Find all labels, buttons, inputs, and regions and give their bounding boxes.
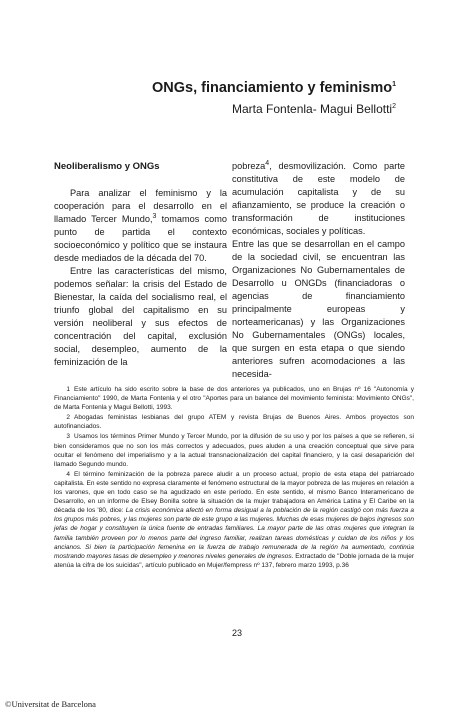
paragraph-2-text-b: pobreza (232, 161, 266, 171)
right-column (232, 160, 405, 381)
copyright-notice: ©Universitat de Barcelona (5, 699, 96, 709)
title-text: ONGs, financiamiento y feminismo (151, 80, 393, 96)
footnote-ref-4[interactable]: 4 (265, 159, 270, 167)
footnote-text: Abogadas feministas lesbianas del grupo ATEM y revista Brujas de Buenos Aires. Ambos proyectos son autofinanciados. (54, 414, 414, 431)
article-title (152, 80, 396, 96)
article-authors (152, 102, 396, 116)
title-footnote-ref[interactable]: 1 (392, 81, 396, 89)
footnote-number: 1 (66, 386, 70, 393)
paragraph-1-text-a: Para analizar el feminismo y la cooperación para el desarrollo en el llamado Tercer Mundo, (54, 188, 227, 224)
authors-text: Marta Fontenla- Magui Bellotti (232, 102, 393, 116)
paragraph-1-text-b: tomamos como punto de partida el contexto socioeconómico y político que se instaura desde mediados de la década del 70. (54, 214, 227, 263)
footnote-number: 2 (66, 414, 70, 422)
footnote-2 (54, 413, 414, 431)
footnote-text-a: El término feminización de la pobreza parece aludir a un proceso actual, propio de esta etapa del patriarcado capitalista. En este sentido no expresa claramente el fenómeno estructural de la mayor pobreza de las mujeres en relación a los varones, que en todo caso se ha agudizado en este período. En este sentido, el mismo Banco Interamericano de Desarrollo, en un informe de Elsey Bonilla sobre la situación de la mujer trabajadora en América Latina y El Caribe en la década de los '80, dice: (54, 470, 414, 515)
footnote-text-b: Extractado de "Doble jornada de la mujer atenúa la cifra de los suicidas", artículo publicado en Mujer/fempress nº 137, febrero marzo 1993, p.36 (54, 552, 414, 569)
footnote-quote: La crisis económica afectó en forma desigual a la población de la región castigó con más fuerza a los grupos más pobres, y las mujeres son parte de este grupo a las mujeres. Muchas de esas mujeres de bajos ingresos son jefas de hogar y constituyen la única fuente de entradas familiares. La mayor parte de las otras mujeres que integran la familia también proveen por lo menos parte del ingreso familiar, realizan tareas domésticas y cuidan de los niños y los ancianos. Si bien la participación femenina en la fuerza de trabajo remunerada de la región ha aumentado, continúa mostrando mayores tasas de desempleo y menores niveles generales de ingresos. (54, 507, 414, 560)
footnote-4 (54, 470, 414, 570)
footnote-text: Este artículo ha sido escrito sobre la base de dos anteriores ya publicados, uno en Brujas nº 16 "Autonomía y Financiamiento" 1990, de Marta Fontenla y el otro "Aportes para un balance del movimiento feminista: Movimiento ONGs", de Marta Fontenla y Magui Bellotti, 1993. (54, 386, 414, 412)
paragraph-2-start: Entre las características del mismo, podemos señalar: la crisis del Estado de Bienestar, la caída del socialismo real, el triunfo global del capitalismo en su versión neoliberal y sus efectos de concentración del capital, exclusión social, desempleo, aumento de la feminización de la (54, 266, 227, 367)
left-column (54, 160, 227, 369)
section-heading: Neoliberalismo y ONGs (54, 161, 160, 172)
footnote-number: 3 (66, 433, 70, 441)
page-number: 23 (231, 628, 242, 638)
authors-footnote-ref[interactable]: 2 (392, 103, 396, 110)
footnote-ref-3[interactable]: 3 (152, 212, 157, 220)
paragraph-3: Entre las que se desarrollan en el campo de la sociedad civil, se encuentran las Organizaciones No Gubernamentales de Desarrollo u ONGDs (financiadoras o agencias de financiamiento principalmente europeas y norteamericanas) y las Organizaciones No Gubernamentales (ONGs) locales, que surgen en esta etapa o que siendo anteriores sufren acomodaciones a las necesida- (232, 239, 405, 379)
footnote-3 (54, 432, 414, 468)
footnote-number: 4 (66, 470, 70, 478)
footnote-text: Usamos los términos Primer Mundo y Tercer Mundo, por la difusión de su uso y por los países a que se refieren, si bien consideramos que no son los más correctos y adecuados, pues aluden a una creación conceptual que sirve para ocultar el fenómeno del imperialismo y a la actual transnacionalización del capital financiero, y la casi desaparición del llamado Segundo mundo. (54, 433, 414, 468)
footnote-1 (54, 385, 414, 412)
footnotes (54, 385, 414, 571)
paragraph-1 (54, 187, 227, 265)
paragraph-2-text-c: , desmovilización. Como parte constitutiva de este modelo de acumulación capitalista y de su afianzamiento, se produce la creación o transformación de instituciones económicas, sociales y políticas. (232, 161, 405, 236)
article-header (152, 80, 396, 116)
paragraph-2-continued (232, 160, 405, 238)
